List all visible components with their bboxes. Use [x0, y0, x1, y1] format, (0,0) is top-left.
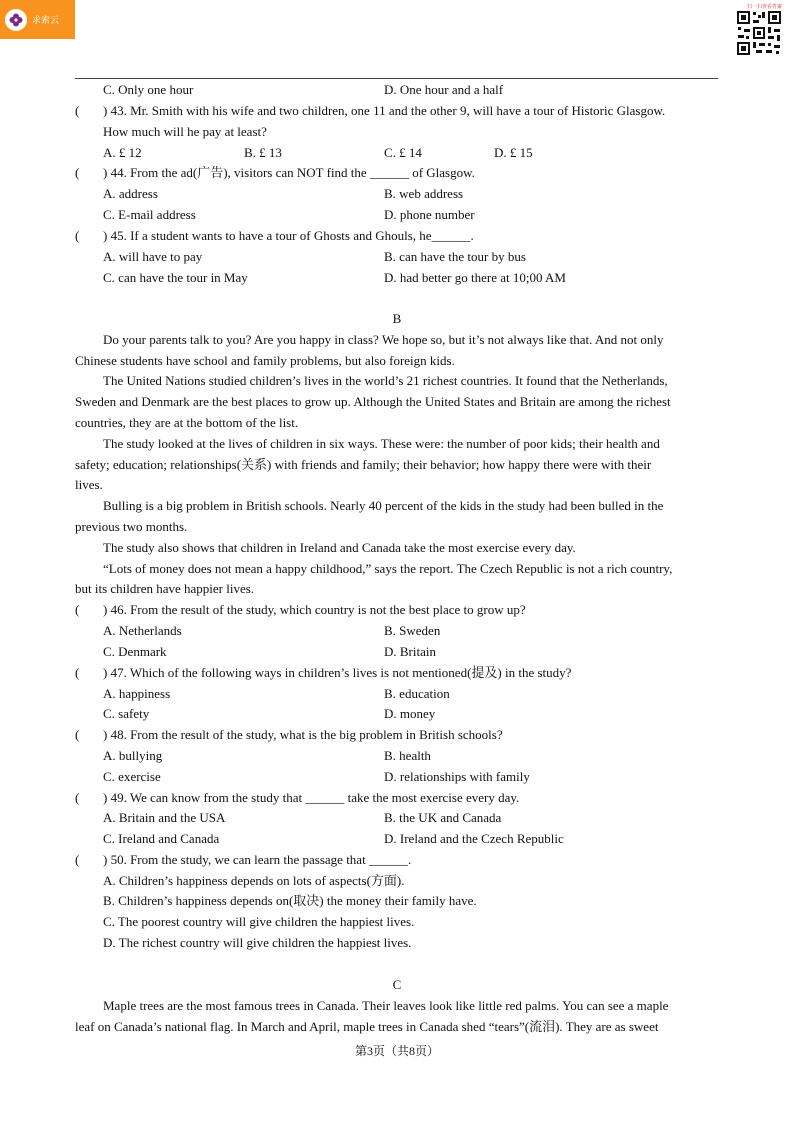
passage-line: Bulling is a big problem in British schools. Nearly 40 percent of the kids in the study had been bulled in the [103, 498, 664, 513]
question-49-stem: ) 49. We can know from the study that ______ take the most exercise every day. [103, 790, 520, 805]
passage-line: Do your parents talk to you? Are you happy in class? We hope so, but it’s not always like that. And not only [103, 332, 664, 347]
option-a: A. bullying [103, 748, 163, 763]
passage-line: Maple trees are the most famous trees in Canada. Their leaves look like little red palms. You can see a maple [103, 998, 669, 1013]
option-d: D. £ 15 [494, 145, 533, 160]
passage-line: “Lots of money does not mean a happy childhood,” says the report. The Czech Republic is not a rich country, [103, 561, 673, 576]
qr-code-icon[interactable] [736, 10, 782, 56]
question-43-stem-cont: How much will he pay at least? [103, 124, 267, 139]
option-b: B. education [384, 686, 450, 701]
option-d: D. Ireland and the Czech Republic [384, 831, 564, 846]
option-c: C. The poorest country will give children the happiest lives. [103, 914, 415, 929]
option-c: C. Ireland and Canada [103, 831, 220, 846]
option-a: A. Netherlands [103, 623, 182, 638]
logo-text: 求索云 [32, 16, 60, 26]
answer-bracket[interactable]: ( [75, 165, 80, 180]
option-d: D. had better go there at 10;00 AM [384, 270, 566, 285]
header-divider [75, 78, 718, 79]
option-d: D. The richest country will give children the happiest lives. [103, 935, 412, 950]
page-number: 第3页（共8页） [354, 1044, 439, 1058]
question-46-stem: ) 46. From the result of the study, which country is not the best place to grow up? [103, 602, 526, 617]
answer-bracket[interactable]: ( [75, 790, 80, 805]
answer-bracket[interactable]: ( [75, 103, 80, 118]
answer-bracket[interactable]: ( [75, 602, 80, 617]
answer-bracket[interactable]: ( [75, 665, 80, 680]
answer-bracket[interactable]: ( [75, 852, 80, 867]
option-b: B. Children’s happiness depends on(取决) the money their family have. [103, 893, 477, 908]
option-c: C. £ 14 [384, 145, 422, 160]
answer-bracket[interactable]: ( [75, 228, 80, 243]
option-d: D. phone number [384, 207, 475, 222]
option-a: A. £ 12 [103, 145, 142, 160]
passage-line: The United Nations studied children’s lives in the world’s 21 richest countries. It found that the Netherlands, [103, 373, 668, 388]
question-47-stem: ) 47. Which of the following ways in children’s lives is not mentioned(提及) in the study? [103, 665, 572, 680]
option-c: C. Only one hour [103, 82, 194, 97]
passage-line: safety; education; relationships(关系) with friends and family; their behavior; how happy there were with their [75, 457, 652, 472]
question-44-stem: ) 44. From the ad(广告), visitors can NOT find the ______ of Glasgow. [103, 165, 475, 180]
option-a: A. will have to pay [103, 249, 203, 264]
flower-icon [5, 9, 27, 31]
passage-line: The study also shows that children in Ireland and Canada take the most exercise every day. [103, 540, 576, 555]
question-50-stem: ) 50. From the study, we can learn the passage that ______. [103, 852, 412, 867]
option-d: D. Britain [384, 644, 436, 659]
option-d: D. One hour and a half [384, 82, 504, 97]
passage-line: Chinese students have school and family problems, but also foreign kids. [75, 353, 455, 368]
option-c: C. E-mail address [103, 207, 196, 222]
brand-logo [0, 0, 75, 39]
option-b: B. health [384, 748, 431, 763]
option-d: D. money [384, 706, 436, 721]
option-d: D. relationships with family [384, 769, 530, 784]
option-a: A. address [103, 186, 158, 201]
option-a: A. happiness [103, 686, 171, 701]
option-c: C. can have the tour in May [103, 270, 248, 285]
option-b: B. web address [384, 186, 464, 201]
option-a: A. Children’s happiness depends on lots of aspects(方面). [103, 873, 405, 888]
option-b: B. Sweden [384, 623, 441, 638]
answer-bracket[interactable]: ( [75, 727, 80, 742]
question-45-stem: ) 45. If a student wants to have a tour of Ghosts and Ghouls, he______. [103, 228, 474, 243]
passage-line: countries, they are at the bottom of the list. [75, 415, 299, 430]
option-c: C. exercise [103, 769, 161, 784]
passage-line: lives. [75, 477, 103, 492]
option-b: B. £ 13 [244, 145, 282, 160]
section-b-title: B [392, 311, 402, 326]
option-b: B. can have the tour by bus [384, 249, 526, 264]
passage-line: Sweden and Denmark are the best places to grow up. Although the United States and Britain are among the richest [75, 394, 671, 409]
passage-line: previous two months. [75, 519, 188, 534]
option-a: A. Britain and the USA [103, 810, 226, 825]
passage-line: but its children have happier lives. [75, 581, 255, 596]
option-c: C. safety [103, 706, 150, 721]
qr-caption: 扫一扫查看答案 [746, 4, 782, 10]
passage-line: The study looked at the lives of children in six ways. These were: the number of poor kids; their health and [103, 436, 660, 451]
option-c: C. Denmark [103, 644, 167, 659]
question-48-stem: ) 48. From the result of the study, what is the big problem in British schools? [103, 727, 503, 742]
option-b: B. the UK and Canada [384, 810, 502, 825]
passage-line: leaf on Canada’s national flag. In March and April, maple trees in Canada shed “tears”(流泪). They are as sweet [75, 1019, 659, 1034]
section-c-title: C [392, 977, 402, 992]
question-43-stem: ) 43. Mr. Smith with his wife and two children, one 11 and the other 9, will have a tour of Historic Glasgow. [103, 103, 666, 118]
